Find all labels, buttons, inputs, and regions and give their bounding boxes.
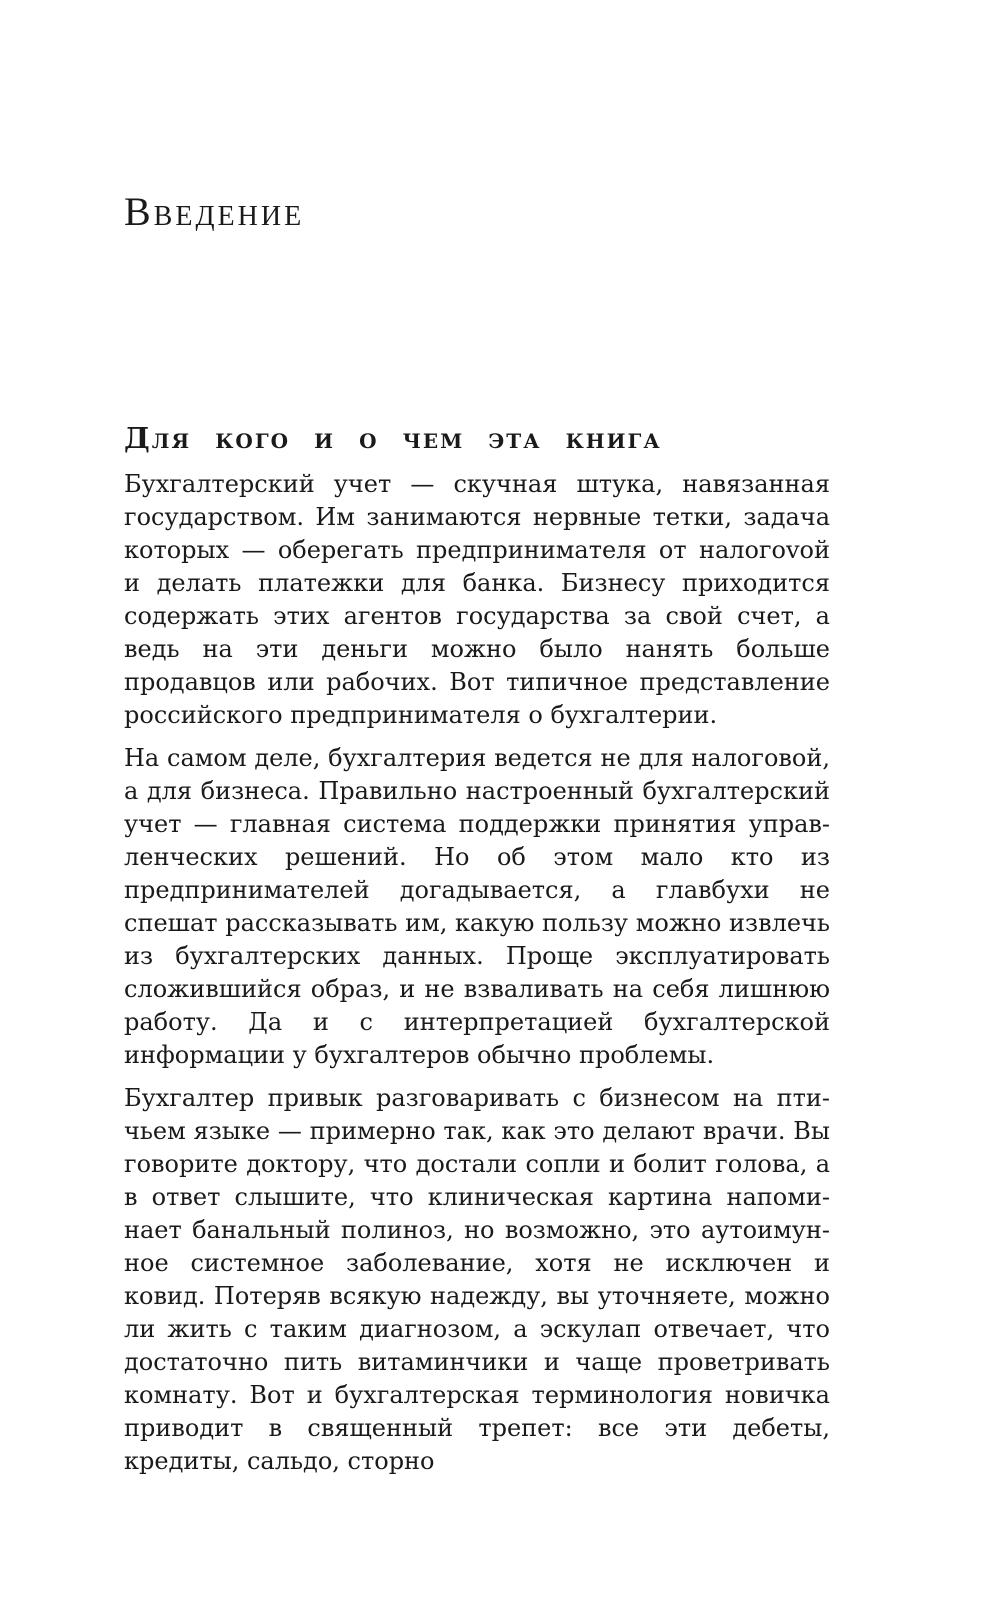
paragraph: Бухгалтерский учет — скучная штука, навязанная государством. Им занимаются нервные тетки, задача которых — оберегать предпринимателя от налогоvой и делать платежки для банка. Бизнесу приходится содержать этих агентов государства за свой счет, а ведь на эти деньги можно было нанять больше продавцов или рабочих. Вот типичное представление российского предпринимателя о бухгалтерии. [124, 470, 830, 729]
paragraph: На самом деле, бухгалтерия ведется не для налоговой, а для бизнеса. Правильно настроенный бухгалтерский учет — главная система поддержки принятия управленческих решений. Но об этом мало кто из предпринимателей догадывается, а главбухи не спешат рассказывать им, какую пользу можно извлечь из бухгалтерских данных. Проще эксплуатировать сложившийся образ, и не взваливать на себя лишнюю работу. Да и с интерпретацией бухгалтерской информации у бухгалтеров обычно проблемы. [124, 744, 830, 1069]
paragraph: Бухгалтер привык разговаривать с бизнесом на птичьем языке — примерно так, как это делают врачи. Вы говорите доктору, что достали сопли и болит голова, а в ответ слышите, что клиническая картина напоминает банальный полиноз, но возможно, это аутоимунное системное заболевание, хотя не исключен и ковид. Потеряв всякую надежду, вы уточняете, можно ли жить с таким диагнозом, а эскулап отвечает, что достаточно пить витаминчики и чаще проветривать комнату. Вот и бухгалтерская терминология новичка приводит в священный трепет: все эти дебеты, кредиты, сальдо, сторно [124, 1084, 830, 1475]
section-title: Для кого и о чем эта книга [124, 421, 662, 455]
chapter-title: Введение [124, 189, 305, 234]
body-text [124, 468, 830, 1488]
